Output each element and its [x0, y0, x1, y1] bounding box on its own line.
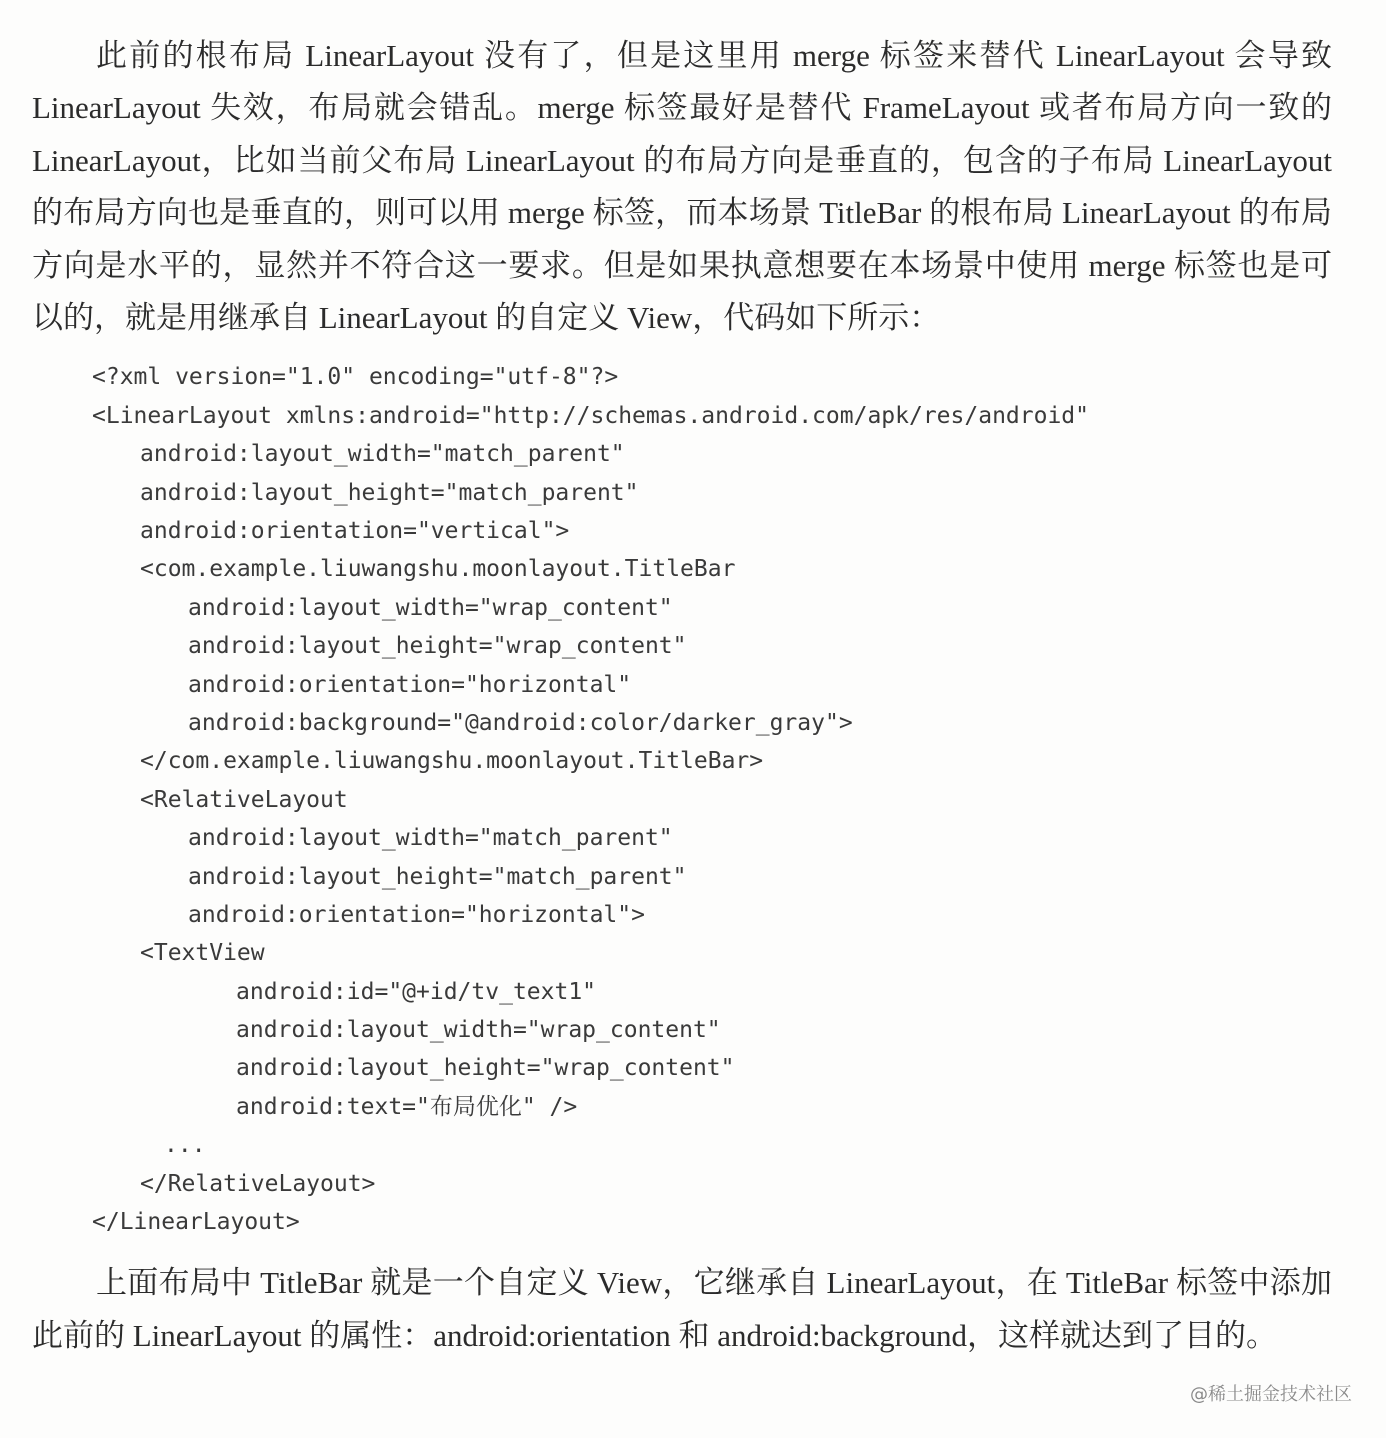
intro-paragraph: 此前的根布局 LinearLayout 没有了，但是这里用 merge 标签来替代 LinearLayout 会导致 LinearLayout 失效，布局就会错乱。merge 标签最好是替代 FrameLayout 或者布局方向一致的 LinearLayout，比如当前父布局 LinearLayout 的布局方向是垂直的，包含的子布局 LinearLayout 的布局方向也是垂直的，则可以用 merge 标签，而本场景 TitleBar 的根布局 LinearLayout 的布局方向是水平的，显然并不符合这一要求。但是如果执意想要在本场景中使用 merge 标签也是可以的，就是用继承自 LinearLayout 的自定义 View，代码如下所示：	[32, 38, 1332, 336]
code-line: android:orientation="vertical">	[140, 518, 570, 544]
code-line: android:layout_width="match_parent"	[140, 441, 625, 468]
code-line: <LinearLayout xmlns:android="http://schemas.android.com/apk/res/android"	[92, 402, 1089, 429]
code-line: ...	[164, 1132, 206, 1159]
code-line: android:text="布局优化" />	[236, 1093, 578, 1120]
code-line: android:orientation="horizontal">	[188, 901, 645, 928]
code-line: android:layout_width="wrap_content"	[236, 1017, 721, 1044]
code-line: android:layout_height="wrap_content"	[188, 633, 687, 660]
watermark: @稀土掘金技术社区	[1190, 1384, 1352, 1405]
code-line: android:layout_height="match_parent"	[188, 863, 687, 890]
code-line: <RelativeLayout	[140, 786, 348, 813]
code-line: android:id="@+id/tv_text1"	[236, 978, 597, 1005]
code-line: <com.example.liuwangshu.moonlayout.TitleBar	[140, 556, 736, 583]
code-line: <TextView	[140, 940, 265, 967]
code-line: android:orientation="horizontal"	[188, 671, 632, 698]
code-line: android:layout_width="match_parent"	[188, 825, 673, 852]
code-line: </LinearLayout>	[92, 1209, 300, 1236]
document-page	[32, 30, 1332, 1362]
code-line: android:background="@android:color/darker_gray">	[188, 709, 853, 736]
code-line: <?xml version="1.0" encoding="utf-8"?>	[92, 364, 619, 391]
summary-paragraph: 上面布局中 TitleBar 就是一个自定义 View，它继承自 LinearLayout，在 TitleBar 标签中添加此前的 LinearLayout 的属性：android:orientation 和 android:background，这样就达到了目的。	[32, 1265, 1332, 1353]
code-line: android:layout_height="match_parent"	[140, 479, 639, 506]
code-line: android:layout_width="wrap_content"	[188, 594, 673, 621]
code-line: android:layout_height="wrap_content"	[236, 1055, 735, 1082]
code-line: </RelativeLayout>	[140, 1170, 376, 1197]
code-block	[32, 358, 1332, 1241]
code-line: </com.example.liuwangshu.moonlayout.TitleBar>	[140, 748, 764, 775]
